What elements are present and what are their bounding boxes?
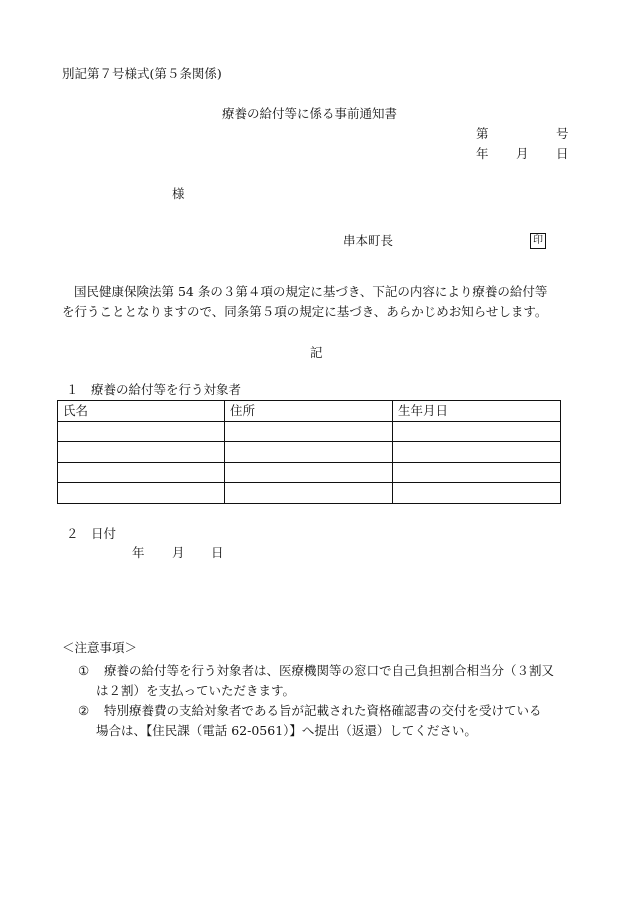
table-cell	[225, 421, 393, 442]
table-cell	[58, 421, 225, 442]
addressee-suffix: 様	[172, 186, 185, 201]
seal-mark: 印	[530, 233, 546, 249]
table-row	[58, 421, 561, 442]
section-2-day: 日	[211, 545, 224, 560]
body-line-2: を行うこととなりますので、同条第５項の規定に基づき、あらかじめお知らせします。	[62, 304, 548, 319]
note-1-line-2: は２割）を支払っていただきます。	[96, 683, 296, 698]
table-cell	[58, 442, 225, 463]
table-cell	[225, 442, 393, 463]
table-cell	[225, 462, 393, 483]
document-title: 療養の給付等に係る事前通知書	[222, 106, 398, 121]
body-line-1: 国民健康保険法第 54 条の３第４項の規定に基づき、下記の内容により療養の給付等	[74, 284, 548, 299]
note-1-line-1: 療養の給付等を行う対象者は、医療機関等の窓口で自己負担割合相当分（３割又	[104, 663, 555, 678]
table-header-row	[58, 401, 561, 422]
table-cell	[225, 483, 393, 504]
note-2-line-2: 場合は、【住民課（電話 62-0561）】へ提出（返還）してください。	[96, 723, 477, 738]
section-2-month: 月	[172, 545, 185, 560]
notes-heading: ＜注意事項＞	[62, 640, 138, 655]
header-address: 住所	[225, 401, 393, 422]
table-row	[58, 442, 561, 463]
number-go: 号	[556, 126, 569, 141]
section-1-heading: １ 療養の給付等を行う対象者	[66, 382, 242, 397]
table-cell	[58, 462, 225, 483]
table-cell	[393, 442, 561, 463]
table-cell	[393, 483, 561, 504]
form-label: 別記第７号様式(第５条関係)	[62, 66, 222, 81]
note-2-number: ②	[78, 703, 90, 718]
table-cell	[58, 483, 225, 504]
issue-date-day: 日	[556, 146, 569, 161]
table-row	[58, 462, 561, 483]
issuer-name: 串本町長	[343, 233, 394, 248]
note-1-number: ①	[78, 663, 90, 678]
ki-heading: 記	[310, 345, 323, 360]
table-row	[58, 483, 561, 504]
header-name: 氏名	[58, 401, 225, 422]
section-2-heading: ２ 日付	[66, 526, 117, 541]
table-cell	[393, 421, 561, 442]
number-dai: 第	[476, 126, 489, 141]
table-cell	[393, 462, 561, 483]
note-2-line-1: 特別療養費の支給対象者である旨が記載された資格確認書の交付を受けている	[104, 703, 542, 718]
header-birthdate: 生年月日	[393, 401, 561, 422]
issue-date-year: 年	[476, 146, 489, 161]
subjects-table	[57, 400, 561, 504]
issue-date-month: 月	[516, 146, 529, 161]
section-2-year: 年	[132, 545, 145, 560]
